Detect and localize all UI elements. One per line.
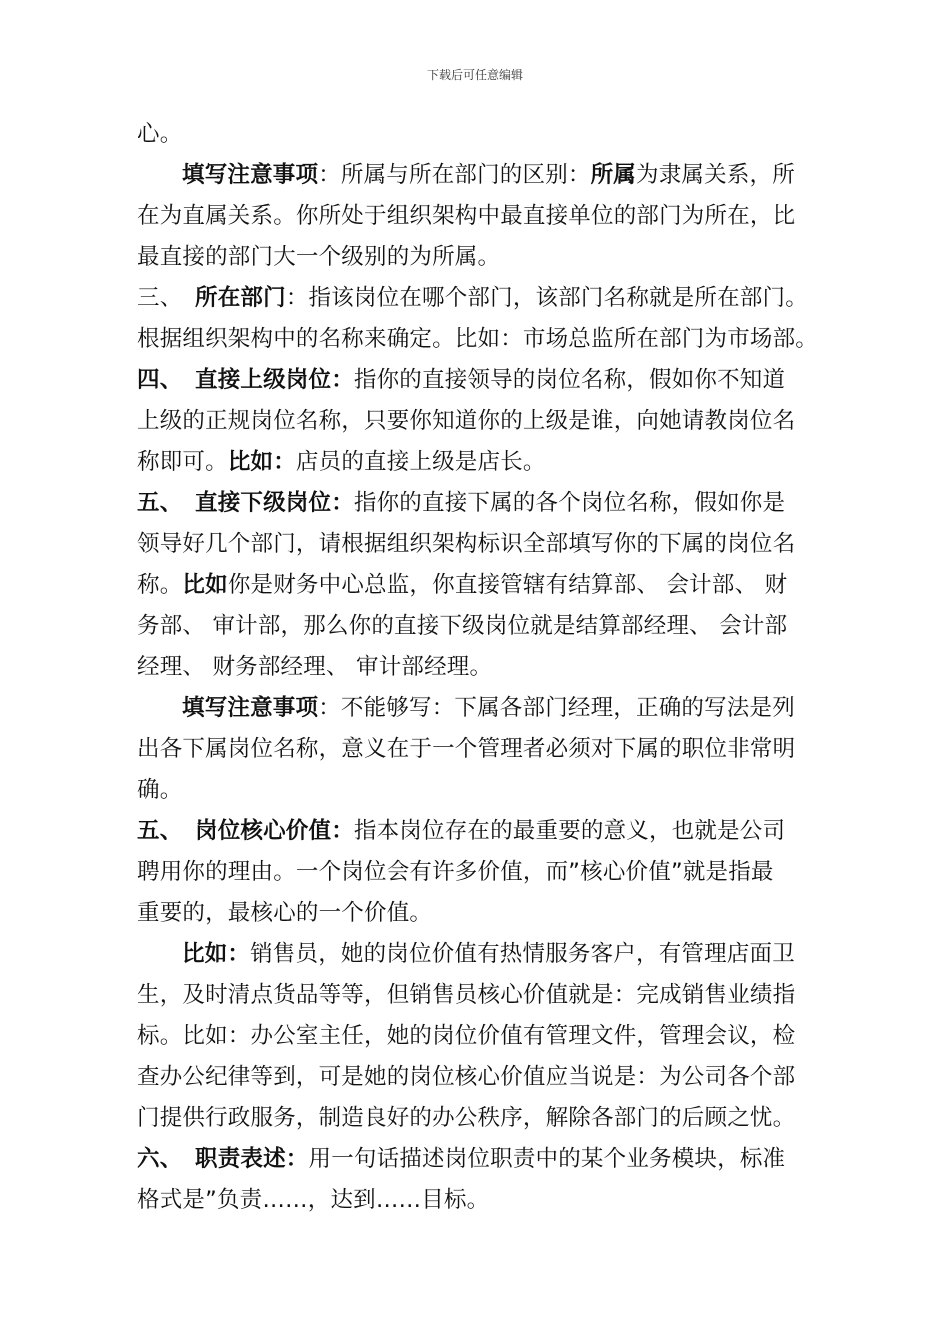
text-line [137,483,827,524]
page-header-note: 下载后可任意编辑 [426,68,523,82]
text-span: 销售员，她的岗位价值有热情服务客户，有管理店面卫 [250,941,795,967]
text-line [137,1098,827,1139]
section-number: 五、 [137,818,183,844]
text-span: 称。 [137,572,183,598]
text-line [137,729,827,770]
text-span: 查办公纪律等到，可是她的岗位核心价值应当说是：为公司各个部 [137,1064,796,1090]
text-line [137,196,827,237]
text-span: 务部、 审计部，那么你的直接下级岗位就是结算部经理、 会计部 [137,613,788,639]
bold-term: 所属 [590,162,637,188]
text-line [137,360,827,401]
text-line [137,688,827,729]
text-span: 指你的直接领导的岗位名称，假如你不知道 [353,367,786,393]
text-line [137,1180,827,1221]
text-span: 上级的正规岗位名称，只要你知道你的上级是谁，向她请教岗位名 [137,408,796,434]
text-span: ：所属与所在部门的区别： [318,162,591,188]
bold-term: 职责表述： [195,1146,309,1172]
text-line [137,278,827,319]
section-number: 三、 [137,285,183,311]
text-span: ：指该岗位在哪个部门，该部门名称就是所在部门。 [285,285,808,311]
text-line [137,319,827,360]
text-span: 确。 [137,777,183,803]
text-span: 根据组织架构中的名称来确定。比如：市场总监所在部门为市场部。 [137,326,819,352]
text-line [137,155,827,196]
section-number: 五、 [137,490,183,516]
text-span: 出各下属岗位名称，意义在于一个管理者必须对下属的职位非常明 [137,736,796,762]
text-line [137,401,827,442]
text-span: 指本岗位存在的最重要的意义，也就是公司 [353,818,786,844]
text-span: 格式是”负责……，达到……目标。 [137,1187,490,1213]
text-span: ：不能够写：下属各部门经理，正确的写法是列 [318,695,795,721]
bold-term: 直接上级岗位： [195,367,354,393]
bold-term: 比如： [182,941,251,967]
bold-term: 填写注意事项 [182,695,319,721]
text-line [137,237,827,278]
text-span: 为隶属关系，所 [636,162,795,188]
text-span: 称即可。 [137,449,228,475]
text-span: 用一句话描述岗位职责中的某个业务模块，标准 [308,1146,786,1172]
text-span: 重要的，最核心的一个价值。 [137,900,433,926]
section-number: 六、 [137,1146,183,1172]
text-line [137,975,827,1016]
document-body [137,114,827,1221]
text-span: 店员的直接上级是店长。 [295,449,546,475]
text-span: 指你的直接下属的各个岗位名称，假如你是 [353,490,786,516]
text-line [137,1139,827,1180]
text-span: 在为直属关系。你所处于组织架构中最直接单位的部门为所在，比 [137,203,796,229]
text-line [137,442,827,483]
text-line [137,524,827,565]
bold-term: 比如 [182,572,228,598]
bold-term: 填写注意事项 [182,162,319,188]
text-span: 领导好几个部门，请根据组织架构标识全部填写你的下属的岗位名 [137,531,796,557]
text-line [137,647,827,688]
text-line [137,1016,827,1057]
text-span: 标。比如：办公室主任，她的岗位价值有管理文件，管理会议，检 [137,1023,796,1049]
text-line [137,934,827,975]
text-line [137,811,827,852]
text-line [137,1057,827,1098]
bold-term: 所在部门 [195,285,286,311]
text-line [137,606,827,647]
text-span: 心。 [137,121,183,147]
text-span: 生，及时清点货品等等，但销售员核心价值就是：完成销售业绩指 [137,982,796,1008]
bold-term: 比如： [227,449,296,475]
text-span: 经理、 财务部经理、 审计部经理。 [137,654,493,680]
text-span: 最直接的部门大一个级别的为所属。 [137,244,501,270]
text-line [137,770,827,811]
section-number: 四、 [137,367,183,393]
text-line [137,852,827,893]
bold-term: 岗位核心价值： [195,818,354,844]
text-line [137,893,827,934]
bold-term: 直接下级岗位： [195,490,354,516]
text-line [137,565,827,606]
text-span: 门提供行政服务，制造良好的办公秩序，解除各部门的后顾之忧。 [137,1105,796,1131]
text-line [137,114,827,155]
text-span: 你是财务中心总监，你直接管辖有结算部、 会计部、 财 [227,572,788,598]
text-span: 聘用你的理由。一个岗位会有许多价值，而”核心价值”就是指最 [137,859,774,885]
